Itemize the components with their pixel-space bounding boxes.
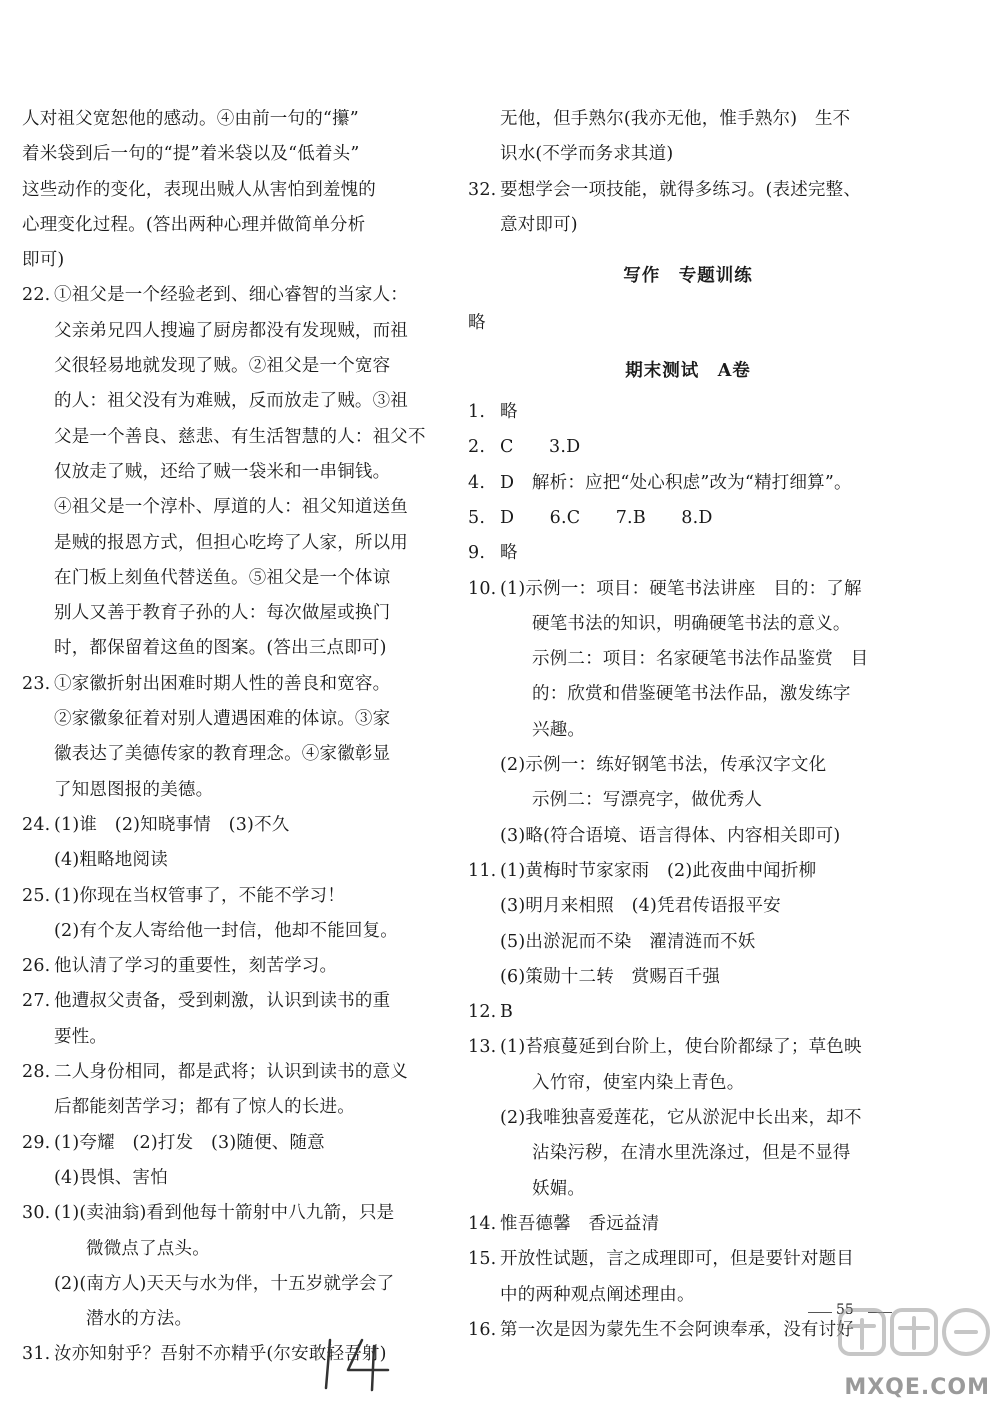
answer-line: 别人又善于教育子孙的人：每次做屋或换门 (54, 603, 391, 624)
section-heading-exam: 期末测试 A卷 (625, 360, 751, 381)
answer-line: 了知恩图报的美德。 (54, 779, 214, 800)
answer-line: (6)策勋十二转 赏赐百千强 (500, 966, 721, 987)
item-number: 16. (468, 1319, 497, 1340)
list-item (22, 667, 462, 808)
item-number: 5. (468, 507, 486, 528)
answer-line: 沾染污秽，在清水里洗涤过，但是不显得 (532, 1143, 851, 1164)
list-item (468, 395, 908, 430)
list-item (22, 1055, 462, 1126)
answer-line: (3)略(符合语境、语言得体、内容相关即可) (500, 825, 841, 846)
item-number: 23. (22, 673, 51, 694)
answer-line: 潜水的方法。 (86, 1309, 193, 1330)
list-item (468, 466, 908, 501)
answer-line: 惟吾德馨 香远益清 (500, 1213, 660, 1234)
answer-line: 无他，但手熟尔(我亦无他，惟手熟尔) 生不 (500, 109, 851, 129)
item-number: 31. (22, 1344, 51, 1365)
item-number: 24. (22, 814, 51, 835)
answer-line: D 6.C 7.B 8.D (500, 507, 713, 528)
section-heading-writing: 写作 专题训练 (623, 266, 753, 287)
right-column (468, 102, 908, 1348)
answer-line: 略 (500, 402, 518, 423)
list-item (22, 949, 462, 984)
answer-line: 要性。 (54, 1026, 108, 1047)
answer-line: (1)黄梅时节家家雨 (2)此夜曲中闻折柳 (500, 860, 817, 881)
answer-line: 他认清了学习的重要性，刻苦学习。 (54, 956, 338, 977)
answer-line: 第一次是因为蒙先生不会阿谀奉承，没有讨好 (500, 1319, 854, 1340)
item-number: 12. (468, 1002, 497, 1023)
answer-line: (2)示例一：练好钢笔书法，传承汉字文化 (500, 755, 827, 776)
answer-line: ④祖父是一个淳朴、厚道的人：祖父知道送鱼 (54, 497, 408, 518)
answer-line: 兴趣。 (532, 719, 586, 740)
carry-over-text (468, 102, 908, 173)
list-item (22, 278, 462, 666)
answer-line: B (500, 1002, 514, 1023)
answer-line: 硬笔书法的知识，明确硬笔书法的意义。 (532, 613, 851, 634)
list-item (22, 1337, 462, 1372)
item-number: 2. (468, 437, 486, 458)
answer-line: (4)粗略地阅读 (54, 850, 168, 871)
answer-line: 意对即可) (500, 214, 578, 235)
answer-line: 着米袋到后一句的“提”着米袋以及“低着头” (22, 144, 360, 165)
answer-line: 妖媚。 (532, 1178, 586, 1199)
answer-line: 入竹帘，使室内染上青色。 (532, 1072, 745, 1093)
answer-line: 二人身份相同，都是武将；认识到读书的意义 (54, 1062, 408, 1083)
writing-answer: 略 (468, 313, 486, 334)
answer-line: 汝亦知射乎？吾射不亦精乎(尔安敢轻吾射) (54, 1344, 387, 1365)
answer-line: (1)(卖油翁)看到他每十箭射中八九箭，只是 (54, 1203, 395, 1224)
item-number: 14. (468, 1213, 497, 1234)
item-number: 22. (22, 285, 51, 306)
item-number: 28. (22, 1062, 51, 1083)
list-item (468, 995, 908, 1030)
answer-line: (1)示例一：项目：硬笔书法讲座 目的：了解 (500, 578, 862, 599)
answer-line: 人对祖父宽恕他的感动。④由前一句的“攥” (22, 109, 359, 129)
answer-line: 徽表达了美德传家的教育理念。④家徽彰显 (54, 744, 391, 765)
answer-line: ①祖父是一个经验老到、细心睿智的当家人： (54, 285, 408, 306)
answer-line: 要想学会一项技能，就得多练习。(表述完整、 (500, 179, 862, 200)
answer-line: 示例二：写漂亮字，做优秀人 (532, 790, 763, 811)
item-number: 10. (468, 578, 497, 599)
item-number: 27. (22, 991, 51, 1012)
answer-line: 中的两种观点阐述理由。 (500, 1284, 695, 1305)
list-item (468, 173, 908, 244)
list-item (468, 536, 908, 571)
handwritten-note (318, 1336, 394, 1392)
list-item (468, 430, 908, 465)
item-number: 1. (468, 402, 486, 423)
item-number: 11. (468, 860, 497, 881)
item-number: 13. (468, 1037, 497, 1058)
answer-line: 识水(不学而务求其道) (500, 144, 674, 165)
item-number: 25. (22, 885, 51, 906)
answer-line: 示例二：项目：名家硬笔书法作品鉴赏 目 (532, 649, 869, 670)
list-item (22, 984, 462, 1055)
answer-line: D 解析：应把“处心积虑”改为“精打细算”。 (500, 472, 852, 493)
answer-line: 心理变化过程。(答出两种心理并做简单分析 (22, 214, 366, 235)
answer-line: (3)明月来相照 (4)凭君传语报平安 (500, 896, 781, 917)
answer-line: (1)谁 (2)知晓事情 (3)不久 (54, 814, 290, 835)
answer-line: (1)夸耀 (2)打发 (3)随便、随意 (54, 1132, 325, 1153)
page-number-dash-left (808, 1312, 832, 1313)
answer-line: ②家徽象征着对别人遭遇困难的体谅。③家 (54, 709, 391, 730)
list-item (22, 808, 462, 879)
answer-line: 微微点了点头。 (86, 1238, 210, 1259)
answer-line: 父是一个善良、慈悲、有生活智慧的人：祖父不 (54, 426, 426, 447)
list-item (468, 572, 908, 854)
list-item (468, 1030, 908, 1206)
item-number: 4. (468, 472, 486, 493)
item-number: 30. (22, 1203, 51, 1224)
answer-line: 他遭叔父责备，受到刺激，认识到读书的重 (54, 991, 391, 1012)
page-number: 55 (836, 1302, 854, 1318)
item-number: 32. (468, 179, 497, 200)
item-number: 29. (22, 1132, 51, 1153)
item-number: 26. (22, 956, 51, 977)
item-number: 9. (468, 543, 486, 564)
answer-line: 父亲弟兄四人搜遍了厨房都没有发现贼，而祖 (54, 320, 408, 341)
list-item (22, 102, 462, 278)
answer-line: 开放性试题，言之成理即可，但是要针对题目 (500, 1249, 854, 1270)
answer-line: (2)我唯独喜爱莲花，它从淤泥中长出来，却不 (500, 1108, 862, 1129)
list-item (22, 1196, 462, 1337)
answer-line: C 3.D (500, 437, 581, 458)
answer-line: 仅放走了贼，还给了贼一袋米和一串铜钱。 (54, 461, 391, 482)
left-column (22, 102, 462, 1373)
answer-line: 后都能刻苦学习；都有了惊人的长进。 (54, 1097, 355, 1118)
answer-line: 父很轻易地就发现了贼。②祖父是一个宽容 (54, 356, 391, 377)
list-item (468, 1207, 908, 1242)
answer-line: (4)畏惧、害怕 (54, 1167, 168, 1188)
answer-line: (2)有个友人寄给他一封信，他却不能回复。 (54, 920, 398, 941)
answer-line: 这些动作的变化，表现出贼人从害怕到羞愧的 (22, 179, 376, 200)
answer-line: 的人：祖父没有为难贼，反而放走了贼。③祖 (54, 391, 408, 412)
answer-line: 是贼的报恩方式，但担心吃垮了人家，所以用 (54, 532, 408, 553)
list-item (22, 1126, 462, 1197)
list-item (468, 501, 908, 536)
answer-line: (5)出淤泥而不染 濯清涟而不妖 (500, 931, 756, 952)
answer-line: (1)苔痕蔓延到台阶上，使台阶都绿了；草色映 (500, 1037, 862, 1058)
list-item (22, 879, 462, 950)
list-item (468, 854, 908, 995)
answer-line: 时，都保留着这鱼的图案。(答出三点即可) (54, 638, 387, 659)
answer-line: 即可) (22, 250, 65, 271)
answer-line: (2)(南方人)天天与水为伴，十五岁就学会了 (54, 1273, 395, 1294)
answer-line: 在门板上刻鱼代替送鱼。⑤祖父是一个体谅 (54, 567, 391, 588)
answer-line: 的：欣赏和借鉴硬笔书法作品，激发练字 (532, 684, 851, 705)
answer-line: (1)你现在当权管事了，不能不学习！ (54, 885, 345, 906)
item-number: 15. (468, 1249, 497, 1270)
watermark-url: MXQE.COM (844, 1375, 990, 1400)
answer-line: 略 (500, 543, 518, 564)
answer-line: ①家徽折射出困难时期人性的善良和宽容。 (54, 673, 391, 694)
